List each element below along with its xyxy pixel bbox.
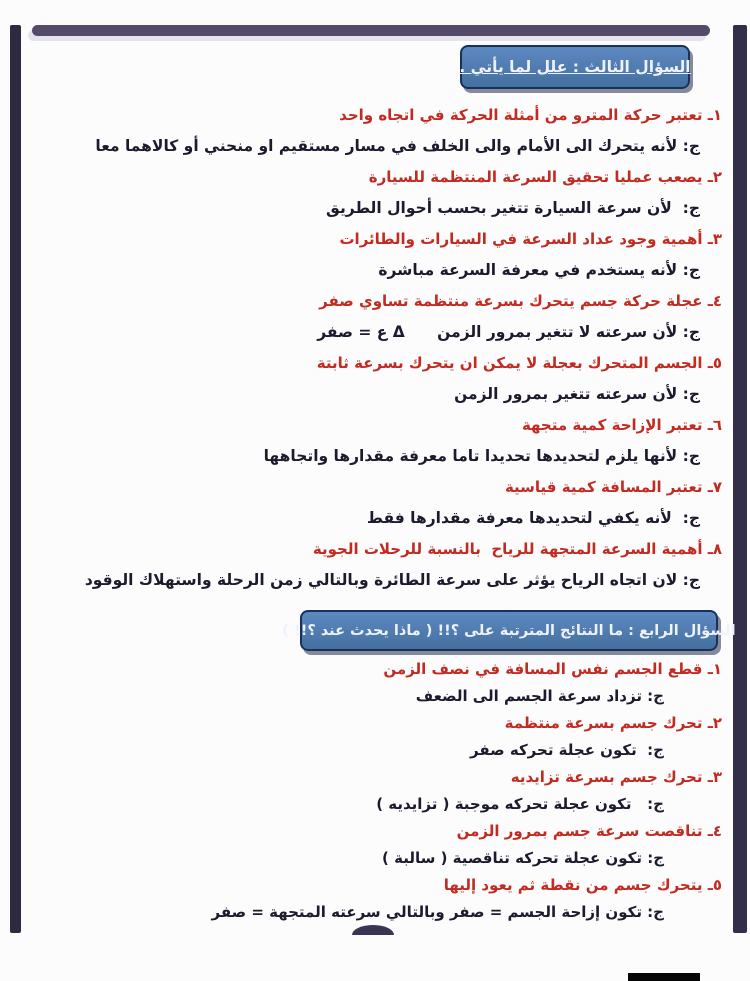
question-text: ٣ـ أهمية وجود عداد السرعة في السيارات والطائرات [339,230,722,248]
answer-text: ج: تكون عجلة تحركه صفر [470,741,664,759]
answer-text: ج: لأنها يلزم لتحديدها تحديدا تاما معرفة مقدارها واتجاهها [263,447,700,465]
question-3-header-box [460,45,690,89]
question-text: ٥ـ يتحرك جسم من نقطة ثم يعود إليها [443,876,722,894]
question-text: ٧ـ تعتبر المسافة كمية قياسية [504,478,722,496]
question-text: ٣ـ تحرك جسم بسرعة تزايديه [510,768,722,786]
answer-text: ج: لان اتجاه الرياح يؤثر على سرعة الطائرة وبالتالي زمن الرحلة واستهلاك الوقود [84,571,700,589]
question-text: ١ـ قطع الجسم نفس المسافة في نصف الزمن [383,660,722,678]
question-text: ١ـ تعتبر حركة المترو من أمثلة الحركة في اتجاه واحد [339,106,722,124]
question-4-header-box [282,610,736,651]
question-text: ٢ـ يصعب عمليا تحقيق السرعة المنتظمة للسيارة [368,168,722,186]
answer-text: ج: تكون عجلة تحركه تناقصية ( سالبة ) [382,849,664,867]
answer-text: ج: لأن سرعته لا تتغير بمرور الزمن Δ ع = صفر [317,323,700,341]
page-top-rule [32,25,710,36]
answer-text: ج: لأنه يستخدم في معرفة السرعة مباشرة [378,261,700,279]
page-edge-right-strip [733,25,747,933]
answer-text: ج: تكون إزاحة الجسم = صفر وبالتالي سرعته المتجهة = صفر [211,903,664,921]
answer-text: ج: تكون عجلة تحركه موجبة ( تزايديه ) [376,795,664,813]
question-3-list [22,100,722,596]
question-4-header-title: السؤال الرابع : ما النتائج المترتبة على ؟!! ( ماذا يحدث عند ؟!! ) [282,622,736,639]
question-text: ٥ـ الجسم المتحرك بعجلة لا يمكن ان يتحرك بسرعة ثابتة [316,354,722,372]
question-text: ٦ـ تعتبر الإزاحة كمية متجهة [521,416,722,434]
page-edge-left-strip [10,25,21,933]
answer-text: ج: لأن سرعته تتغير بمرور الزمن [454,385,700,403]
question-text: ٨ـ أهمية السرعة المتجهة للرياح بالنسبة للرحلات الجوية [312,540,722,558]
answer-text: ج: تزداد سرعة الجسم الى الضعف [415,687,664,705]
answer-text: ج: لأن سرعة السيارة تتغير بحسب أحوال الطريق [326,199,700,217]
question-3-header-title: السؤال الثالث : علل لما يأتي . [459,58,691,76]
question-text: ٢ـ تحرك جسم بسرعة منتظمة [504,714,722,732]
question-text: ٤ـ عجلة حركة جسم يتحرك بسرعة منتظمة تساوي صفر [319,292,722,310]
redaction-bar [628,973,700,981]
question-4-list [22,656,722,926]
answer-text: ج: لأنه يتحرك الى الأمام والى الخلف في مسار مستقيم او منحني أو كالاهما معا [95,137,700,155]
answer-text: ج: لأنه يكفي لتحديدها معرفة مقدارها فقط [366,509,700,527]
pen-arc-mark [352,925,394,935]
question-text: ٤ـ تناقصت سرعة جسم بمرور الزمن [456,822,722,840]
